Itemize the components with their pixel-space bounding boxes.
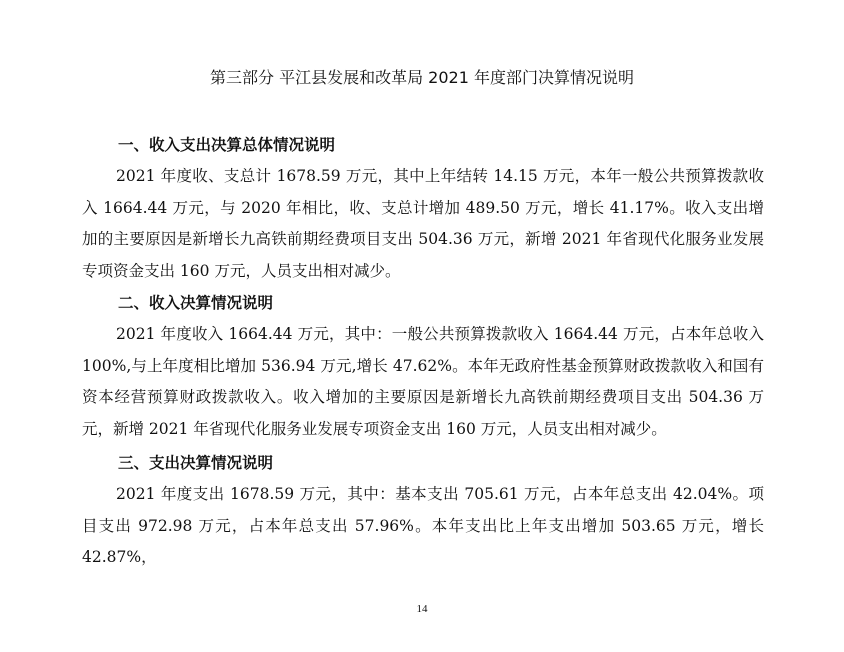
section-heading-1: 一、收入支出决算总体情况说明 <box>118 136 336 154</box>
document-title: 第三部分 平江县发展和改革局 2021 年度部门决算情况说明 <box>210 68 634 87</box>
section-paragraph-1: 2021 年度收、支总计 1678.59 万元，其中上年结转 14.15 万元，本年一般公共预算拨款收入 1664.44 万元，与 2020 年相比，收、支总计增加 489.50 万元，增长 41.17%。收入支出增加的主要原因是新增长九高铁前期经费项目支出 504.36 万元，新增 2021 年省现代化服务业发展专项资金支出 160 万元，人员支出相对减少。 <box>82 167 764 280</box>
section-heading-2: 二、收入决算情况说明 <box>118 294 274 312</box>
section-heading-3: 三、支出决算情况说明 <box>118 454 274 472</box>
section-paragraph-3: 2021 年度支出 1678.59 万元，其中：基本支出 705.61 万元，占本年总支出 42.04%。项目支出 972.98 万元，占本年总支出 57.96%。本年支出比上年支出增加 503.65 万元，增长 42.87%， <box>82 485 764 567</box>
page-number: 14 <box>416 603 428 615</box>
section-paragraph-2: 2021 年度收入 1664.44 万元，其中：一般公共预算拨款收入 1664.44 万元，占本年总收入 100%,与上年度相比增加 536.94 万元,增长 47.62%。本年无政府性基金预算财政拨款收入和国有资本经营预算财政拨款收入。收入增加的主要原因是新增长九高铁前期经费项目支出 504.36 万元，新增 2021 年省现代化服务业发展专项资金支出 160 万元，人员支出相对减少。 <box>82 325 764 438</box>
